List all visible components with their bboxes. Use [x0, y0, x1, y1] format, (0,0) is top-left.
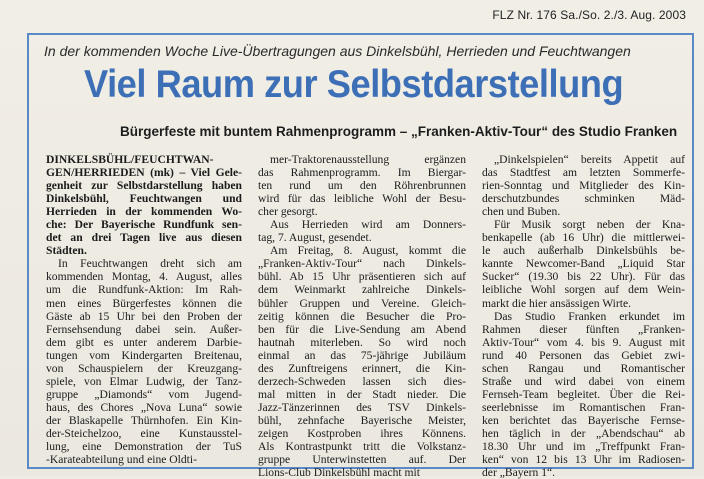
text-line: le auch außerhalb Dinkelsbühls be-	[482, 244, 685, 258]
text-line: GEN/HERRIEDEN (mk) – Viel Gele-	[46, 166, 242, 180]
text-line: das Rahmenprogramm. Im Biergar-	[258, 166, 466, 180]
text-line: dem Weinmarkt zahlreiche Dinkels-	[258, 283, 466, 297]
text-line: genheit zur Selbstdarstellung haben	[46, 179, 242, 193]
text-line: kommenden Montag, 4. August, alles	[46, 270, 242, 284]
article-paragraph	[258, 153, 466, 218]
text-line: chen und Buben.	[482, 205, 561, 219]
text-line: bühl, zehnfache Bayerische Meister,	[258, 413, 466, 427]
text-line: dem gibt es unter anderem Darbie-	[46, 335, 242, 349]
article-paragraph	[482, 310, 685, 479]
text-line: ken berichtet das Bayerische Fernse-	[482, 413, 685, 427]
text-line: Straße und wird dabei von einem	[482, 374, 685, 388]
text-line: kannte Newcomer-Band „Liquid Star	[482, 257, 685, 271]
text-line: benkapelle (ab 16 Uhr) die mittlerwei-	[482, 231, 685, 245]
text-line: In Feuchtwangen dreht sich am	[58, 257, 242, 271]
text-line: wird für das leibliche Wohl der Besu-	[258, 192, 466, 206]
text-line: Fernsehsendung dabei sein. Außer-	[46, 322, 242, 336]
article-column-2	[258, 153, 466, 479]
text-line: der „Bayern 1“.	[482, 466, 556, 479]
article-headline: Viel Raum zur Selbstdarstellung	[84, 63, 624, 106]
text-line: che: Der Bayerische Rundfunk sen-	[46, 218, 242, 232]
text-line: „Franken-Aktiv-Tour“ nach Dinkels-	[258, 257, 466, 271]
text-line: derzech-Schweden lassen sich dies-	[258, 374, 466, 388]
text-line: Sucker“ (19.30 bis 22 Uhr). Für das	[482, 270, 685, 284]
article-subhead: Bürgerfeste mit buntem Rahmenprogramm – „Franken-Aktiv-Tour“ des Studio Franken	[120, 124, 678, 139]
article-kicker: In der kommenden Woche Live-Übertragungen aus Dinkelsbühl, Herrieden und Feuchtwangen	[44, 43, 631, 59]
text-line: rund 40 Personen das Gebiet zwi-	[482, 348, 685, 362]
text-line: von Schauspielern der Kreuzgang-	[46, 361, 242, 375]
issue-info: FLZ Nr. 176 Sa./So. 2./3. Aug. 2003	[492, 8, 686, 22]
article-paragraph	[46, 153, 242, 257]
text-line: Aktiv-Tour“ vom 4. bis 9. August mit	[482, 335, 685, 349]
text-line: gruppe Unterwinstetten auf. Der	[258, 453, 466, 467]
article-column-1	[46, 153, 242, 466]
text-line: das Stadtfest am letzten Sommerfe-	[482, 166, 685, 180]
text-line: mer-Traktorenausstellung ergänzen	[270, 153, 466, 166]
article-paragraph	[482, 218, 685, 309]
text-line: mal mitten in der Stadt nieder. Die	[258, 387, 466, 401]
article-paragraph	[258, 244, 466, 479]
text-line: spiele, von Elmar Ludwig, der Tanz-	[46, 374, 242, 388]
text-line: haus, des Chores „Nova Luna“ sowie	[46, 400, 242, 414]
article-column-3	[482, 153, 685, 479]
text-line: hautnah miterleben. So wird noch	[258, 335, 466, 349]
text-line: der-Steichelzoo, eine Kunstausstel-	[46, 426, 242, 440]
text-line: Als Kontrastpunkt tritt die Volkstanz-	[258, 440, 466, 454]
text-line: gruppe „Diamonds“ vom Jugend-	[46, 387, 242, 401]
text-line: Rahmen dieser fünften „Franken-	[482, 322, 685, 336]
text-line: seerlebnisse im Romantischen Fran-	[482, 400, 685, 414]
text-line: Herrieden in der kommenden Wo-	[46, 205, 242, 219]
text-line: lung, eine Demonstration der TuS	[46, 440, 242, 454]
text-line: DINKELSBÜHL/FEUCHTWAN-	[46, 153, 214, 166]
text-line: leibliche Wohl sorgen auf dem Wein-	[482, 283, 685, 297]
text-line: um die Rundfunk-Aktion: Im Rah-	[46, 283, 242, 297]
text-line: Jazz-Tänzerinnen des TSV Dinkels-	[258, 400, 466, 414]
text-line: Gäste ab 15 Uhr bei den Proben der	[46, 309, 242, 323]
article-paragraph	[258, 218, 466, 244]
text-line: des Zunftreigens erinnert, die Kin-	[258, 361, 466, 375]
text-line: men eines Bürgerfestes können die	[46, 296, 242, 310]
text-line: Aus Herrieden wird am Donners-	[270, 218, 466, 232]
text-line: Dinkelsbühl, Feuchtwangen und	[46, 192, 242, 206]
text-line: Fernseh-Team begleitet. Über die Rei-	[482, 387, 685, 401]
text-line: ben für die Live-Sendung am Abend	[258, 322, 466, 336]
text-line: det an drei Tagen live aus diesen	[46, 231, 242, 245]
text-line: der Blaskapelle Thürnhofen. Ein Kin-	[46, 413, 242, 427]
text-line: Für Musik sorgt neben der Kna-	[494, 218, 685, 232]
text-line: zeigen Kostproben ihres Könnens.	[258, 426, 466, 440]
text-line: tag, 7. August, gesendet.	[258, 231, 372, 245]
text-line: ken“ von 12 bis 13 Uhr im Radiosen-	[482, 453, 685, 467]
text-line: bühler Gruppen und Vereine. Gleich-	[258, 296, 466, 310]
text-line: Lions-Club Dinkelsbühl macht mit	[258, 466, 420, 479]
text-line: 18.30 Uhr und im „Treffpunkt Fran-	[482, 440, 685, 454]
text-line: hen täglich in der „Abendschau“ ab	[482, 426, 685, 440]
text-line: derschutzbundes schminken Mäd-	[482, 192, 685, 206]
text-line: cher gesorgt.	[258, 205, 318, 219]
text-line: Am Freitag, 8. August, kommt die	[270, 244, 466, 258]
text-line: markt die hier ansässigen Wirte.	[482, 296, 632, 310]
text-line: rien-Sonntag und Mitglieder des Kin-	[482, 179, 685, 193]
text-line: ten rund um den Röhrenbrunnen	[258, 179, 466, 193]
text-line: Das Studio Franken erkundet im	[494, 309, 685, 323]
text-line: „Dinkelspielen“ bereits Appetit auf	[494, 153, 685, 166]
text-line: einmal an das 75-jährige Jubiläum	[258, 348, 466, 362]
text-line: zeitig können die Besucher die Pro-	[258, 309, 466, 323]
text-line: bühl. Ab 15 Uhr präsentieren sich auf	[258, 270, 466, 284]
text-line: tungen vom Kindergarten Breitenau,	[46, 348, 242, 362]
text-line: schen Rangau und Romantischer	[482, 361, 685, 375]
text-line: Städten.	[46, 244, 87, 258]
text-line: -Karateabteilung und eine Oldti-	[46, 453, 197, 467]
article-paragraph	[482, 153, 685, 218]
article-paragraph	[46, 257, 242, 466]
